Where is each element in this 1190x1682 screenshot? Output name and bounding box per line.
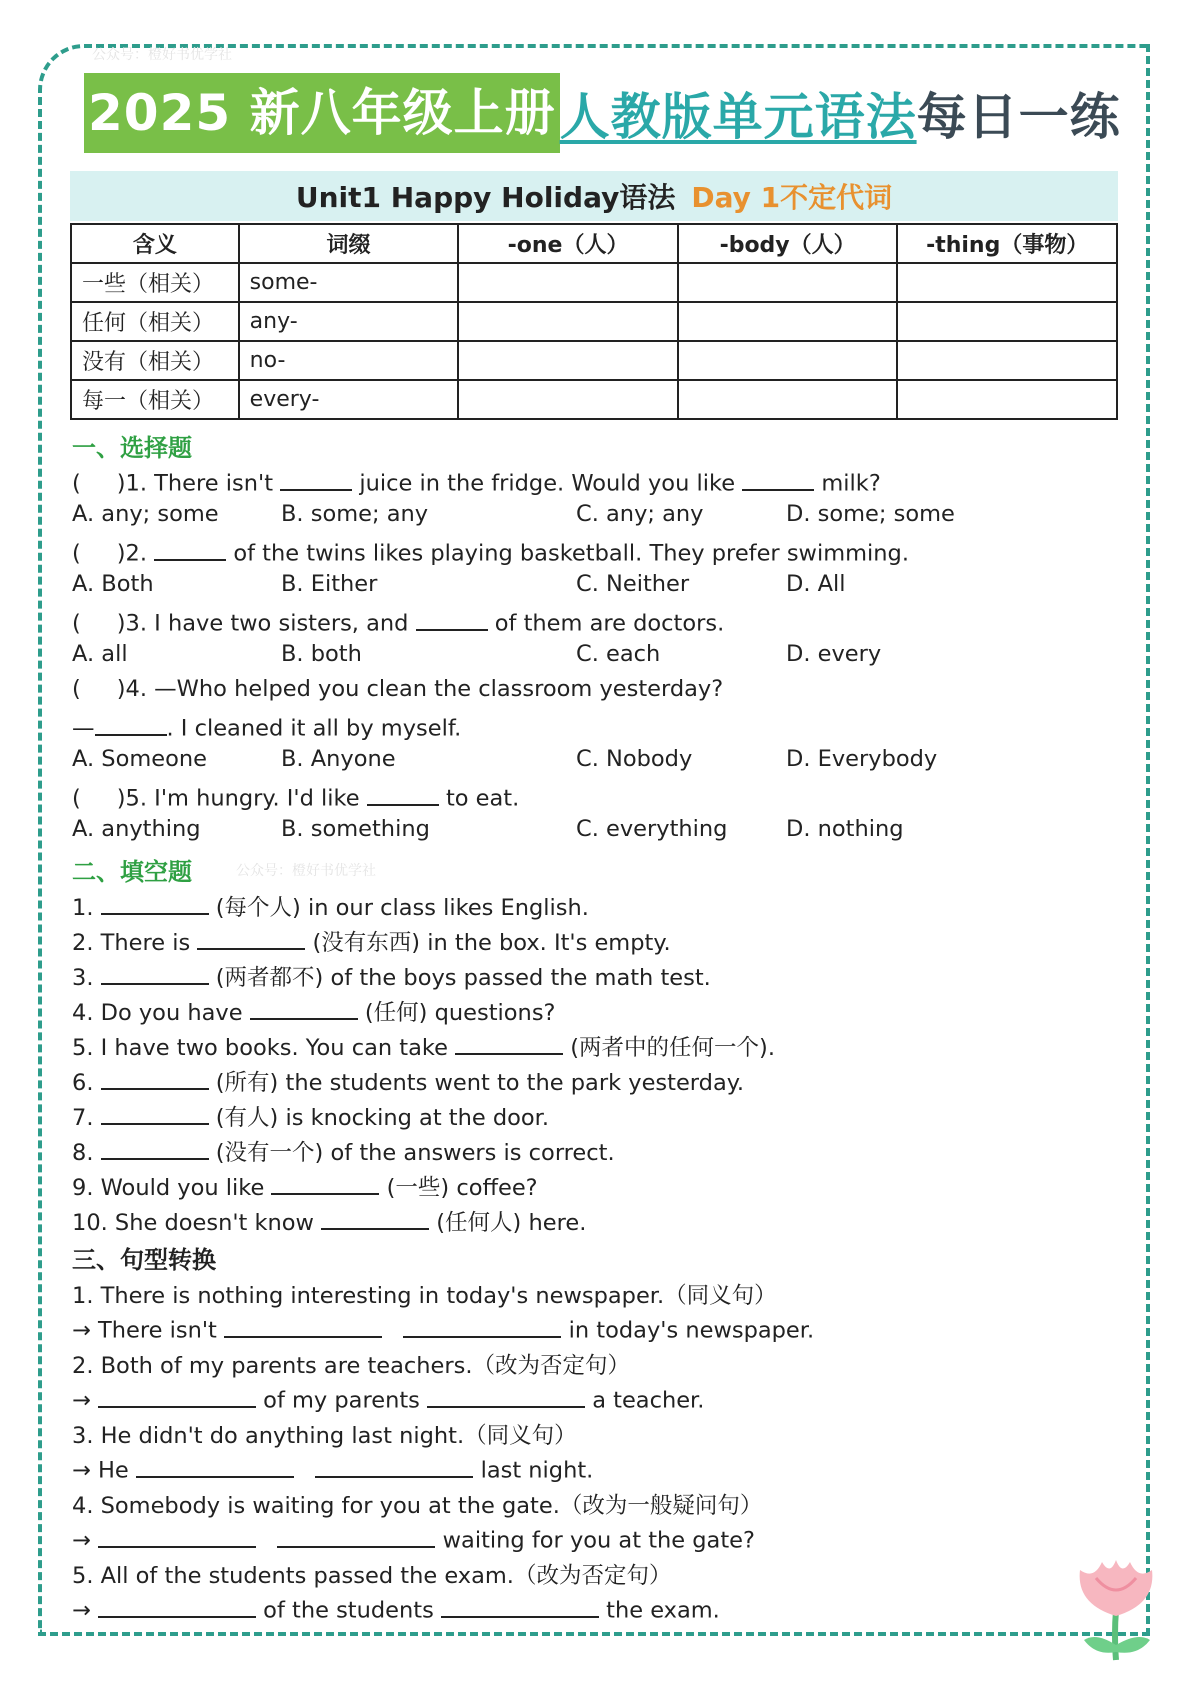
blank[interactable]: [321, 1206, 429, 1231]
blank[interactable]: [101, 961, 209, 986]
blank[interactable]: [101, 891, 209, 916]
table-cell: 没有（相关）: [71, 341, 239, 380]
option-c[interactable]: C. any; any: [576, 501, 704, 527]
arrow-icon: →: [72, 1597, 91, 1624]
blank[interactable]: [98, 1593, 256, 1618]
blank[interactable]: [277, 1523, 435, 1548]
option-c[interactable]: C. Nobody: [576, 746, 693, 772]
title-part-daily: 每日一练: [916, 88, 1121, 146]
table-cell-blank[interactable]: [458, 302, 678, 341]
option-d[interactable]: D. nothing: [786, 816, 904, 842]
choice-question-4: ( )4. —Who helped you clean the classroom yesterday?: [72, 676, 724, 702]
transform-answer: → There isn't in today's newspaper.: [72, 1313, 814, 1344]
table-header: -one（人）: [458, 224, 678, 263]
blank[interactable]: [403, 1313, 561, 1338]
watermark: 公众号：橙好书优学社: [92, 47, 232, 63]
table-header: 含义: [71, 224, 239, 263]
transform-answer: → of my parents a teacher.: [72, 1383, 704, 1414]
blank[interactable]: [154, 536, 226, 561]
option-d[interactable]: D. All: [786, 571, 846, 597]
table-cell-blank[interactable]: [678, 380, 898, 419]
table-cell: no-: [239, 341, 459, 380]
transform-question: 1. There is nothing interesting in today's newspaper.（同义句）: [72, 1283, 777, 1309]
section-heading-fill: 二、填空题: [72, 858, 192, 886]
option-b[interactable]: B. some; any: [281, 501, 429, 527]
blank[interactable]: [315, 1453, 473, 1478]
tulip-flower-icon: [1066, 1540, 1166, 1664]
blank[interactable]: [271, 1171, 379, 1196]
option-b[interactable]: B. something: [281, 816, 430, 842]
blank[interactable]: [416, 606, 488, 631]
fill-item: 10. She doesn't know (任何人) here.: [72, 1205, 586, 1237]
transform-question: 5. All of the students passed the exam.（改为否定句）: [72, 1563, 672, 1589]
fill-item: 7. (有人) is knocking at the door.: [72, 1100, 549, 1132]
fill-item: 5. I have two books. You can take (两者中的任何一个).: [72, 1030, 775, 1062]
transform-question: 2. Both of my parents are teachers.（改为否定句）: [72, 1353, 630, 1379]
table-cell: some-: [239, 263, 459, 302]
arrow-icon: →: [72, 1457, 91, 1484]
option-c[interactable]: C. Neither: [576, 571, 690, 597]
transform-question: 4. Somebody is waiting for you at the gate.（改为一般疑问句）: [72, 1493, 763, 1519]
table-row: [71, 263, 1117, 302]
blank[interactable]: [250, 996, 358, 1021]
table-cell-blank[interactable]: [678, 302, 898, 341]
table-cell-blank[interactable]: [678, 263, 898, 302]
arrow-icon: →: [72, 1317, 91, 1344]
section-heading-choice: 一、选择题: [72, 434, 192, 462]
transform-answer: → He last night.: [72, 1453, 593, 1484]
pronoun-table: [70, 223, 1118, 420]
table-row: [71, 341, 1117, 380]
table-header: -thing（事物）: [897, 224, 1117, 263]
option-c[interactable]: C. each: [576, 641, 661, 667]
table-header: 词缀: [239, 224, 459, 263]
blank[interactable]: [101, 1066, 209, 1091]
table-cell-blank[interactable]: [458, 380, 678, 419]
option-b[interactable]: B. Either: [281, 571, 378, 597]
arrow-icon: →: [72, 1527, 91, 1554]
blank[interactable]: [197, 926, 305, 951]
blank[interactable]: [427, 1383, 585, 1408]
option-d[interactable]: D. Everybody: [786, 746, 938, 772]
option-a[interactable]: A. Both: [72, 571, 154, 597]
table-row: [71, 380, 1117, 419]
option-b[interactable]: B. Anyone: [281, 746, 396, 772]
fill-item: 3. (两者都不) of the boys passed the math test.: [72, 960, 711, 992]
fill-item: 9. Would you like (一些) coffee?: [72, 1170, 538, 1202]
table-cell: 每一（相关）: [71, 380, 239, 419]
table-cell-blank[interactable]: [897, 263, 1117, 302]
answer-paren: (: [72, 470, 81, 497]
choice-question-1: ( )1. There isn't juice in the fridge. Would you like milk?: [72, 466, 881, 497]
option-c[interactable]: C. everything: [576, 816, 728, 842]
transform-question: 3. He didn't do anything last night.（同义句）: [72, 1423, 577, 1449]
fill-item: 2. There is (没有东西) in the box. It's empty.: [72, 925, 671, 957]
blank[interactable]: [367, 781, 439, 806]
table-cell: 任何（相关）: [71, 302, 239, 341]
option-d[interactable]: D. some; some: [786, 501, 955, 527]
table-cell: any-: [239, 302, 459, 341]
table-cell-blank[interactable]: [897, 302, 1117, 341]
section-heading-transform: 三、句型转换: [72, 1246, 216, 1274]
day-topic: Day 1不定代词: [691, 181, 893, 214]
table-cell-blank[interactable]: [897, 341, 1117, 380]
blank[interactable]: [95, 711, 167, 736]
blank[interactable]: [101, 1101, 209, 1126]
option-d[interactable]: D. every: [786, 641, 882, 667]
arrow-icon: →: [72, 1387, 91, 1414]
title-part-grade: 2025 新八年级上册: [84, 73, 560, 153]
watermark: 公众号：橙好书优学社: [236, 863, 376, 879]
blank[interactable]: [455, 1031, 563, 1056]
table-cell-blank[interactable]: [458, 263, 678, 302]
blank[interactable]: [280, 466, 352, 491]
blank[interactable]: [742, 466, 814, 491]
table-cell: every-: [239, 380, 459, 419]
table-cell-blank[interactable]: [678, 341, 898, 380]
blank[interactable]: [98, 1383, 256, 1408]
choice-question-5: ( )5. I'm hungry. I'd like to eat.: [72, 781, 519, 812]
table-header-row: [71, 224, 1117, 263]
choice-question-3: ( )3. I have two sisters, and of them are doctors.: [72, 606, 724, 637]
blank[interactable]: [98, 1523, 256, 1548]
page-title: [84, 74, 1121, 152]
title-part-edition: 人教版单元语法: [559, 88, 917, 146]
choice-question-2: ( )2. of the twins likes playing basketball. They prefer swimming.: [72, 536, 909, 567]
fill-item: 6. (所有) the students went to the park yesterday.: [72, 1065, 744, 1097]
choice-question-4-reply: — . I cleaned it all by myself.: [72, 711, 461, 742]
transform-answer: → waiting for you at the gate?: [72, 1523, 755, 1554]
table-header: -body（人）: [678, 224, 898, 263]
fill-item: 4. Do you have (任何) questions?: [72, 995, 555, 1027]
option-b[interactable]: B. both: [281, 641, 362, 667]
option-a[interactable]: A. any; some: [72, 501, 219, 527]
blank[interactable]: [224, 1313, 382, 1338]
table-cell-blank[interactable]: [897, 380, 1117, 419]
option-a[interactable]: A. Someone: [72, 746, 207, 772]
table-row: [71, 302, 1117, 341]
blank[interactable]: [101, 1136, 209, 1161]
table-cell: 一些（相关）: [71, 263, 239, 302]
blank[interactable]: [136, 1453, 294, 1478]
transform-answer: → of the students the exam.: [72, 1593, 720, 1624]
unit-name: Unit1 Happy Holiday语法: [295, 181, 676, 214]
table-cell-blank[interactable]: [458, 341, 678, 380]
option-a[interactable]: A. anything: [72, 816, 201, 842]
option-a[interactable]: A. all: [72, 641, 128, 667]
unit-subtitle: [70, 171, 1118, 221]
blank[interactable]: [441, 1593, 599, 1618]
fill-item: 8. (没有一个) of the answers is correct.: [72, 1135, 615, 1167]
fill-item: 1. (每个人) in our class likes English.: [72, 890, 589, 922]
